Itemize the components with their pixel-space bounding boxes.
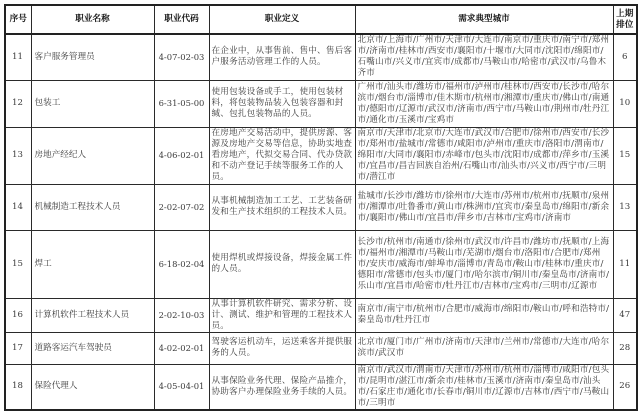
header-prev-rank-line1: 上期: [616, 8, 634, 19]
row-prev-rank: 47: [613, 298, 637, 332]
occupation-demand-table-container: [4, 4, 638, 411]
row-definition: 使用包装设备或手工，使用包装材料，将包装物品装入包装容器和封缄、包扎包装物品的人员。: [209, 80, 355, 127]
row-occupation-code: 4-07-02-03: [154, 34, 209, 80]
row-seq: 15: [5, 230, 31, 298]
row-occupation-name: 焊工: [31, 230, 154, 298]
row-seq: 12: [5, 80, 31, 127]
row-occupation-name: 道路客运汽车驾驶员: [31, 332, 154, 364]
header-prev-rank-line2: 排位: [616, 19, 634, 30]
header-name: 职业名称: [31, 5, 154, 34]
row-demand-cities: 北京市/厦门市/广州市/济南市/天津市/兰州市/常德市/大连市/哈尔滨市/武汉市: [355, 332, 613, 364]
row-demand-cities: 南京市/武汉市/渭南市/天津市/苏州市/杭州市/淄博市/咸阳市/包头市/昆明市/湛江市/新余市/桂林市/玉溪市/济南市/秦皇岛市/汕头市/石家庄市/通化市/长春市/铜川市/辽源市/吉林市/西宁市/马鞍山市/三明市: [355, 364, 613, 410]
table-header-row: [5, 5, 637, 34]
row-occupation-name: 计算机软件工程技术人员: [31, 298, 154, 332]
row-prev-rank: 28: [613, 332, 637, 364]
row-seq: 18: [5, 364, 31, 410]
row-demand-cities: 盐城市/长沙市/潍坊市/徐州市/大连市/苏州市/杭州市/抚顺市/泉州市/湘潭市/吐鲁番市/黄山市/株洲市/宜宾市/秦皇岛市/绵阳市/新余市/襄阳市/佛山市/宜昌市/萍乡市/吉林市/宝鸡市/济南市: [355, 184, 613, 230]
row-seq: 14: [5, 184, 31, 230]
row-definition: 在房地产交易活动中，提供房源、客源及房地产交易等信息，协助实地查看房地产，代拟交易合同、代办贷款和不动产登记手续等服务工作的人员。: [209, 127, 355, 184]
row-prev-rank: 13: [613, 184, 637, 230]
row-occupation-code: 6-18-02-04: [154, 230, 209, 298]
table-row: [5, 80, 637, 127]
table-row: [5, 364, 637, 410]
table-row: [5, 332, 637, 364]
row-occupation-name: 客户服务管理员: [31, 34, 154, 80]
header-seq: 序号: [5, 5, 31, 34]
row-seq: 16: [5, 298, 31, 332]
row-definition: 在企业中，从事售前、售中、售后客户服务活动管理工作的人员。: [209, 34, 355, 80]
header-cities: 需求典型城市: [355, 5, 613, 34]
row-demand-cities: 广州市/汕头市/潍坊市/福州市/泸州市/桂林市/西安市/长沙市/哈尔滨市/烟台市/淄博市/佳木斯市/杭州市/湘潭市/重庆市/佛山市/南通市/德阳市/辽源市/武汉市/济南市/西宁市/马鞍山市/荆州市/牡丹江市/通化市/玉溪市/宝鸡市: [355, 80, 613, 127]
header-code: 职业代码: [154, 5, 209, 34]
table-row: [5, 298, 637, 332]
row-demand-cities: 南京市/南宁市/杭州市/合肥市/威海市/绵阳市/鞍山市/呼和浩特市/秦皇岛市/牡丹江市: [355, 298, 613, 332]
row-prev-rank: 15: [613, 127, 637, 184]
row-definition: 从事机械制造加工工艺、工艺装备研发和生产技术组织的工程技术人员。: [209, 184, 355, 230]
row-definition: 从事保险业务代理、保险产品推介，协助客户办理保险业务手续的人员。: [209, 364, 355, 410]
row-prev-rank: 10: [613, 80, 637, 127]
table-body: [5, 34, 637, 410]
row-occupation-name: 包装工: [31, 80, 154, 127]
row-occupation-name: 机械制造工程技术人员: [31, 184, 154, 230]
header-prev-rank: [613, 5, 637, 34]
row-prev-rank: 26: [613, 364, 637, 410]
occupation-demand-table: [4, 4, 638, 411]
row-prev-rank: 11: [613, 230, 637, 298]
row-definition: 驾驶客运机动车，运送乘客并提供服务的人员。: [209, 332, 355, 364]
row-prev-rank: 6: [613, 34, 637, 80]
row-demand-cities: 长沙市/杭州市/南通市/徐州市/武汉市/许昌市/潍坊市/抚顺市/上海市/福州市/湘潭市/马鞍山市/芜湖市/烟台市/洛阳市/合肥市/郑州市/安庆市/威海市/蚌埠市/淄博市/青岛市/鞍山市/桂林市/重庆市/德阳市/常德市/包头市/厦门市/哈尔滨市/铜川市/秦皇岛市/济南市/乐山市/宜昌市/哈密市/牡丹江市/吉林市/宝鸡市/三明市/辽源市: [355, 230, 613, 298]
row-seq: 17: [5, 332, 31, 364]
row-occupation-code: 6-31-05-00: [154, 80, 209, 127]
row-occupation-code: 4-05-04-01: [154, 364, 209, 410]
row-occupation-code: 2-02-10-03: [154, 298, 209, 332]
row-seq: 13: [5, 127, 31, 184]
row-demand-cities: 北京市/上海市/广州市/天津市/大连市/南京市/重庆市/南宁市/郑州市/济南市/桂林市/西安市/襄阳市/十堰市/大同市/沈阳市/绵阳市/石嘴山市/兴义市/宜宾市/成都市/马鞍山市/哈密市/武汉市/乌鲁木齐市: [355, 34, 613, 80]
row-demand-cities: 南京市/天津市/北京市/大连市/武汉市/合肥市/徐州市/西安市/长沙市/郑州市/盐城市/常德市/咸阳市/泸州市/重庆市/洛阳市/渭南市/绵阳市/大同市/襄阳市/赤峰市/包头市/沈阳市/成都市/萍乡市/玉溪市/宜昌市/昌吉回族自治州/石嘴山市/汕头市/兴义市/西宁市/三明市/潜江市: [355, 127, 613, 184]
row-occupation-code: 4-02-02-01: [154, 332, 209, 364]
table-row: [5, 127, 637, 184]
row-seq: 11: [5, 34, 31, 80]
row-occupation-name: 保险代理人: [31, 364, 154, 410]
row-definition: 使用焊机或焊接设备，焊接金属工件的人员。: [209, 230, 355, 298]
row-occupation-code: 4-06-02-01: [154, 127, 209, 184]
row-occupation-name: 房地产经纪人: [31, 127, 154, 184]
table-row: [5, 230, 637, 298]
row-definition: 从事计算机软件研究、需求分析、设计、测试、维护和管理的工程技术人员。: [209, 298, 355, 332]
table-row: [5, 34, 637, 80]
table-row: [5, 184, 637, 230]
row-occupation-code: 2-02-07-02: [154, 184, 209, 230]
header-definition: 职业定义: [209, 5, 355, 34]
